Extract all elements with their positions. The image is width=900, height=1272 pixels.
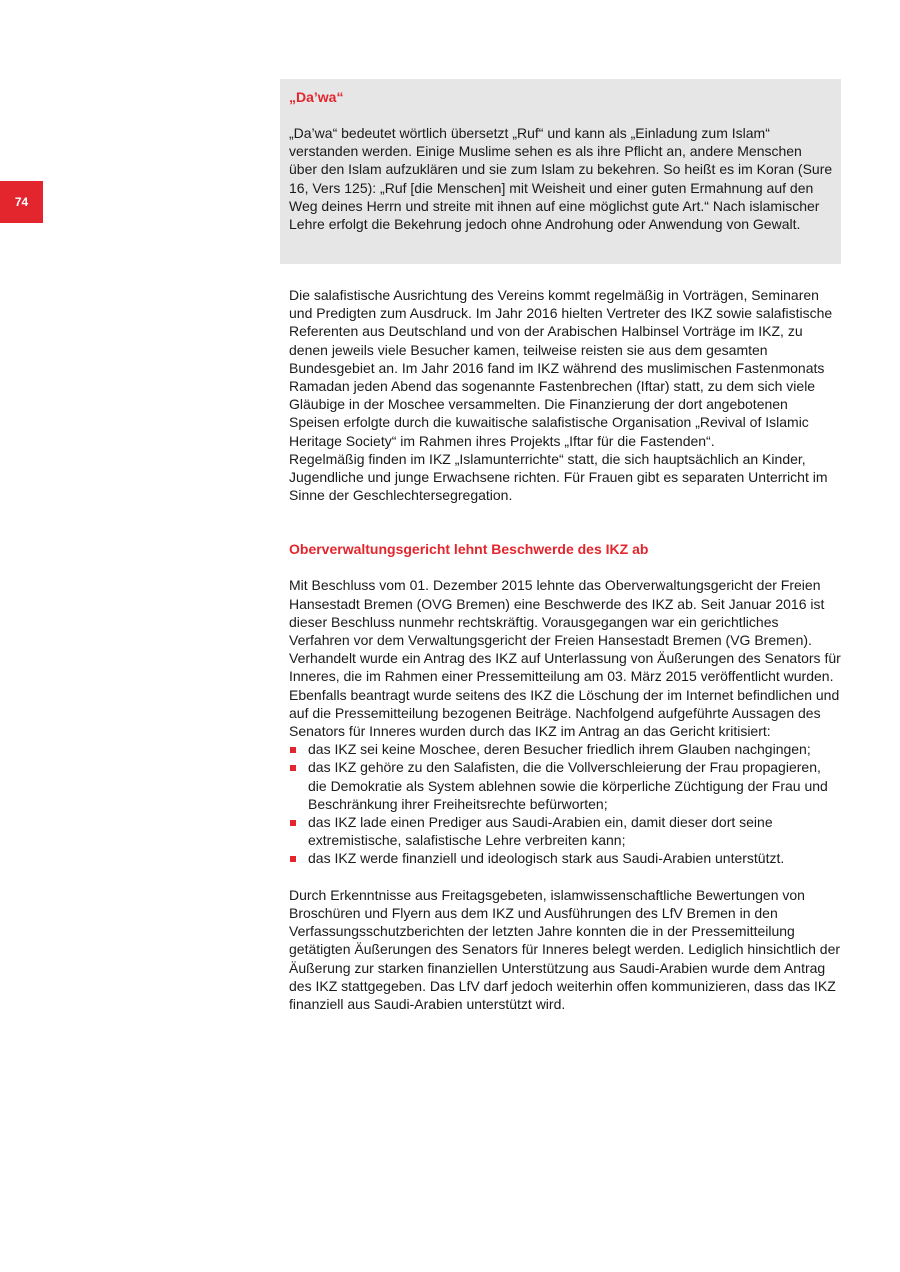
paragraph-islam-lessons: Regelmäßig finden im IKZ „Islamunterrichte“ statt, die sich hauptsächlich an Kinder, Jugendliche und junge Erwachsene richten. Für Frauen gibt es separaten Unterricht im Sinne der Geschlechtersegregation.	[289, 450, 828, 504]
square-bullet-icon	[290, 820, 296, 826]
list-item	[289, 758, 841, 813]
infobox-body: „Da’wa“ bedeutet wörtlich übersetzt „Ruf“ und kann als „Einladung zum Islam“ verstanden werden. Einige Muslime sehen es als ihre Pflicht an, andere Menschen über den Islam aufzuklären und sie zum Islam zu bekehren. So heißt es im Koran (Sure 16, Vers 125): „Ruf [die Menschen] mit Weisheit und einer guten Ermahnung auf den Weg deines Herrn und streite mit ihnen auf eine möglichst gute Art.“ Nach islamischer Lehre erfolgt die Bekehrung jedoch ohne Androhung oder Anwendung von Gewalt.	[289, 125, 833, 233]
criticized-statements-list	[289, 740, 841, 867]
square-bullet-icon	[290, 747, 296, 753]
page-number-badge	[0, 181, 43, 223]
paragraph-salafist-orientation: Die salafistische Ausrichtung des Vereins kommt regelmäßig in Vorträgen, Seminaren und Predigten zum Ausdruck. Im Jahr 2016 hielten Vertreter des IKZ sowie salafistische Referenten aus Deutschland und von der Arabischen Halbinsel Vorträge im IKZ, zu denen jeweils viele Besucher kamen, teilweise reisten sie aus dem gesamten Bundesgebiet an. Im Jahr 2016 fand im IKZ während des muslimischen Fastenmonats Ramadan jeden Abend das sogenannte Fastenbrechen (Iftar) statt, zu dem sich viele Gläubige in der Moschee versammelten. Die Finanzierung der dort angebotenen Speisen erfolgte durch die kuwaitische salafistische Organisation „Revival of Islamic Heritage Society“ im Rahmen ihres Projekts „Iftar für die Fastenden“.	[289, 287, 833, 449]
list-item-text: das IKZ sei keine Moschee, deren Besucher friedlich ihrem Glauben nachgingen;	[308, 741, 811, 758]
main-content	[289, 286, 841, 1013]
square-bullet-icon	[290, 765, 296, 771]
paragraph-court-decision: Mit Beschluss vom 01. Dezember 2015 lehnte das Oberverwaltungsgericht der Freien Hansestadt Bremen (OVG Bremen) eine Beschwerde des IKZ ab. Seit Januar 2016 ist dieser Beschluss nunmehr rechtskräftig. Vorausgegangen war ein gerichtliches Verfahren vor dem Verwaltungsgericht der Freien Hansestadt Bremen (VG Bremen). Verhandelt wurde ein Antrag des IKZ auf Unterlassung von Äußerungen des Senators für Inneres, die im Rahmen einer Pressemitteilung am 03. März 2015 veröffentlicht wurden. Ebenfalls beantragt wurde seitens des IKZ die Löschung der im Internet befindlichen und auf die Pressemitteilung bezogenen Beiträge. Nachfolgend aufgeführte Aussagen des Senators für Inneres wurden durch das IKZ im Antrag an das Gericht kritisiert:	[289, 577, 841, 740]
list-item	[289, 740, 841, 758]
list-item-text: das IKZ gehöre zu den Salafisten, die die Vollverschleierung der Frau propagieren, die Demokratie als System ablehnen sowie die körperliche Züchtigung der Frau und Beschränkung ihrer Freiheitsrechte befürworten;	[308, 759, 828, 812]
list-item-text: das IKZ lade einen Prediger aus Saudi-Arabien ein, damit dieser dort seine extremistische, salafistische Lehre verbreiten kann;	[308, 814, 773, 849]
infobox-title: „Da’wa“	[289, 89, 344, 105]
square-bullet-icon	[290, 856, 296, 862]
list-item	[289, 849, 841, 867]
infobox-dawa	[280, 79, 841, 264]
page-number: 74	[14, 195, 29, 209]
list-item	[289, 813, 841, 849]
list-item-text: das IKZ werde finanziell und ideologisch stark aus Saudi-Arabien unterstützt.	[308, 850, 785, 867]
section-heading: Oberverwaltungsgericht lehnt Beschwerde des IKZ ab	[289, 541, 649, 558]
paragraph-evidence: Durch Erkenntnisse aus Freitagsgebeten, islamwissenschaftliche Bewertungen von Broschüren und Flyern aus dem IKZ und Ausführungen des LfV Bremen in den Verfassungsschutzberichten der letzten Jahre konnten die in der Pressemitteilung getätigten Äußerungen des Senators für Inneres belegt werden. Lediglich hinsichtlich der Äußerung zur starken finanziellen Unterstützung aus Saudi-Arabien wurde dem Antrag des IKZ stattgegeben. Das LfV darf jedoch weiterhin offen kommunizieren, dass das IKZ finanziell aus Saudi-Arabien unterstützt wird.	[289, 886, 841, 1012]
